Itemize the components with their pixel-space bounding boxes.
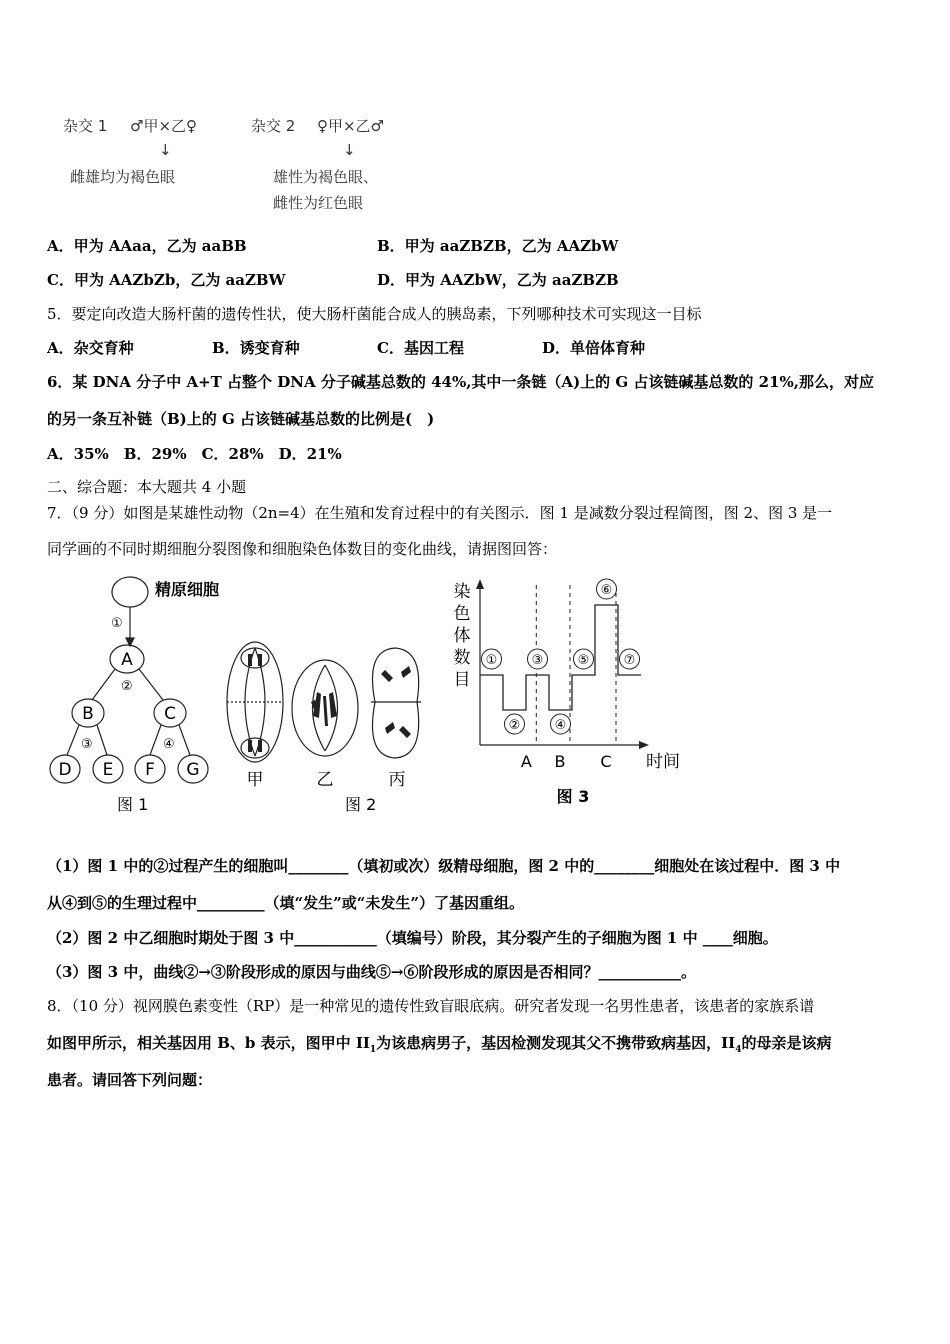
q5-option-d: D．单倍体育种 [542, 339, 646, 357]
spermatogonium-node [112, 577, 148, 607]
x-tick-B: B [554, 752, 566, 771]
stage-label-1: ① [485, 653, 498, 668]
x-tick-C: C [600, 752, 612, 771]
fig1-title: 精原细胞 [155, 580, 220, 599]
node-d-label: D [58, 760, 72, 780]
q7-sub1-line1: （1）图 1 中的②过程产生的细胞叫________（填初或次）级精母细胞，图 2 中的________细胞处在该过程中．图 3 中 [47, 857, 841, 875]
node-c-label: C [164, 704, 176, 724]
cross2-label: 杂交 2 [251, 117, 296, 135]
fig1-caption: 图 1 [117, 795, 149, 814]
q8-sub-4: 4 [735, 1045, 742, 1055]
figure-1 [45, 570, 220, 820]
q4-option-b: B．甲为 aaZBZB，乙为 AAZbW [377, 237, 619, 255]
q8-sub-1: 1 [369, 1045, 377, 1055]
node-e-label: E [102, 760, 114, 780]
q7-sub3: （3）图 3 中，曲线②→③阶段形成的原因与曲线⑤→⑥阶段形成的原因是否相同？___________。 [47, 963, 696, 981]
cross1-parents: ♂甲×乙♀ [130, 117, 198, 135]
q7-sub1-line2: 从④到⑤的生理过程中_________（填“发生”或“未发生”）了基因重组。 [47, 894, 525, 912]
node-f-label: F [145, 760, 155, 780]
q8-line2 [47, 1033, 831, 1060]
fig3-ylabel-2: 体 [453, 626, 471, 646]
fig1-step1: ① [111, 616, 123, 631]
q8-line2-part-b: 为该患病男子，基因检测发现其父不携带致病基因，II [376, 1034, 736, 1052]
cross1-label: 杂交 1 [63, 117, 108, 135]
q8-line3: 患者。请回答下列问题： [47, 1071, 213, 1089]
cross2-result-line1: 雄性为褐色眼、 [273, 168, 379, 186]
stage-label-2: ② [508, 718, 521, 733]
chromosome-curve [480, 605, 641, 710]
q8-line2-part-c: 的母亲是该病 [741, 1034, 832, 1052]
q6-options: A．35% B．29% C．28% D．21% [47, 445, 342, 463]
cross2-arrow: ↓ [343, 141, 356, 159]
q8-line2-part-a: 如图甲所示，相关基因用 B、b 表示，图甲中 II [47, 1034, 370, 1052]
q6-line1: 6．某 DNA 分子中 A+T 占整个 DNA 分子碱基总数的 44%,其中一条链（A)上的 G 占该链碱基总数的 21%,那么，对应 [47, 373, 874, 391]
cross2-result-line2: 雌性为红色眼 [273, 194, 364, 212]
stage-label-5: ⑤ [577, 653, 590, 668]
node-a-label: A [121, 650, 133, 670]
figure-2 [215, 630, 435, 815]
q5-stem: 5．要定向改造大肠杆菌的遗传性状，使大肠杆菌能合成人的胰岛素，下列哪种技术可实现这一目标 [47, 305, 702, 323]
fig3-xlabel: 时间 [646, 752, 680, 772]
cross1-result: 雌雄均为褐色眼 [70, 168, 176, 186]
figure-3 [445, 575, 690, 815]
q7-line2: 同学画的不同时期细胞分裂图像和细胞染色体数目的变化曲线，请据图回答： [47, 540, 558, 558]
q7-sub2: （2）图 2 中乙细胞时期处于图 3 中___________（填编号）阶段，其分裂产生的子细胞为图 1 中 ____细胞。 [47, 929, 778, 947]
cross-diagram [55, 105, 415, 220]
fig3-ylabel-1: 色 [453, 604, 471, 624]
cell-yi-label: 乙 [316, 770, 334, 790]
fig1-step4: ④ [163, 737, 175, 752]
fig3-ylabel-0: 染 [453, 582, 471, 602]
stage-label-6: ⑥ [600, 583, 613, 598]
fig3-caption: 图 3 [556, 787, 590, 806]
x-tick-A: A [520, 752, 532, 771]
q5-option-b: B．诱变育种 [212, 339, 300, 357]
fig3-ylabel-4: 目 [453, 670, 471, 690]
stage-label-7: ⑦ [623, 653, 636, 668]
section-heading: 二、综合题：本大题共 4 小题 [47, 478, 247, 496]
cell-bing-label: 丙 [388, 770, 406, 790]
fig1-step2: ② [121, 679, 133, 694]
fig1-step3: ③ [81, 737, 93, 752]
q8-line1: 8．（10 分）视网膜色素变性（RP）是一种常见的遗传性致盲眼底病。研究者发现一名男性患者，该患者的家族系谱 [47, 997, 815, 1015]
q7-line1: 7．（9 分）如图是某雄性动物（2n=4）在生殖和发育过程中的有关图示．图 1 是减数分裂过程简图，图 2、图 3 是一 [47, 504, 833, 522]
cross1-arrow: ↓ [159, 141, 172, 159]
q6-line2: 的另一条互补链（B)上的 G 占该链碱基总数的比例是( ) [47, 410, 435, 428]
node-b-label: B [82, 704, 94, 724]
stage-label-4: ④ [554, 718, 567, 733]
q4-option-c: C．甲为 AAZbZb，乙为 aaZBW [47, 271, 286, 289]
cross2-parents: ♀甲×乙♂ [317, 117, 385, 135]
fig2-caption: 图 2 [345, 795, 377, 814]
stage-label-3: ③ [531, 653, 544, 668]
q4-option-d: D．甲为 AAZbW，乙为 aaZBZB [377, 271, 619, 289]
q5-option-a: A．杂交育种 [47, 339, 134, 357]
cell-bing [373, 648, 419, 758]
q5-option-c: C．基因工程 [377, 339, 464, 357]
q4-option-a: A．甲为 AAaa，乙为 aaBB [47, 237, 247, 255]
fig3-ylabel-3: 数 [453, 648, 471, 668]
node-g-label: G [186, 760, 200, 780]
cell-jia-label: 甲 [246, 770, 264, 790]
